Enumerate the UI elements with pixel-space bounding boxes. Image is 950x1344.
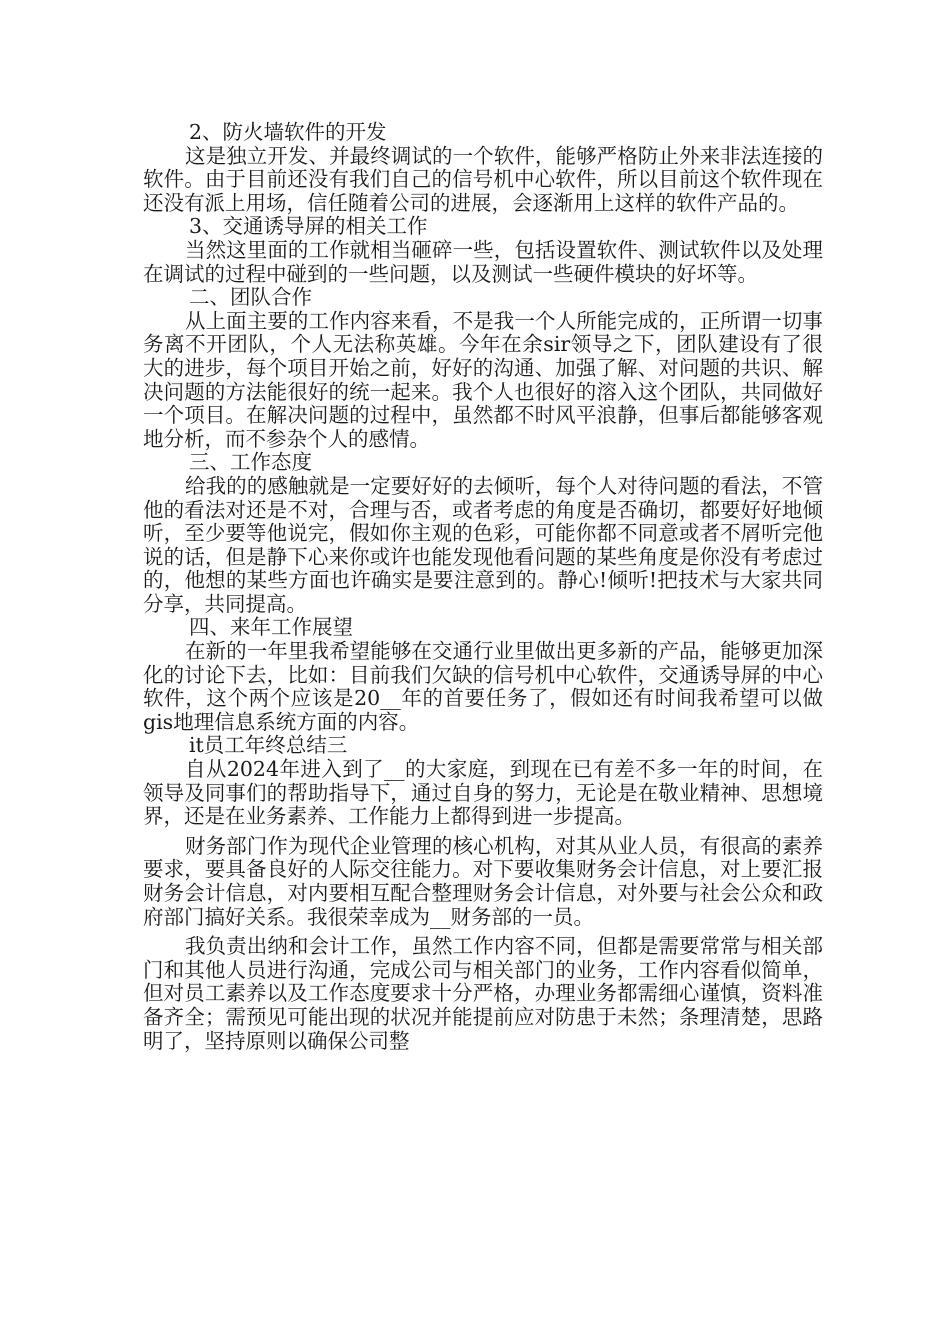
paragraph-attitude: 给我的的感触就是一定要好好的去倾听，每个人对待问题的看法，不管他的看法对还是不对，合理与否，或者考虑的角度是否确切，都要好好地倾听，至少要等他说完，假如你主观的色彩，可能你都不同意或者不屑听完他说的话，但是静下心来你或许也能发现他看问题的某些角度是你没有考虑过的，他想的某些方面也许确实是要注意到的。静心!倾听!把技术与大家共同分享，共同提高。 bbox=[143, 473, 823, 616]
paragraph-guidance-screen: 当然这里面的工作就相当砸碎一些，包括设置软件、测试软件以及处理在调试的过程中碰到的一些问题，以及测试一些硬件模块的好坏等。 bbox=[143, 237, 823, 286]
paragraph-finance-dept: 财务部门作为现代企业管理的核心机构，对其从业人员，有很高的素养要求，要具备良好的人际交往能力。对下要收集财务会计信息，对上要汇报财务会计信息，对内要相互配合整理财务会计信息，对外要与社会公众和政府部门搞好关系。我很荣幸成为__财务部的一员。 bbox=[143, 833, 823, 929]
paragraph-teamwork: 从上面主要的工作内容来看，不是我一个人所能完成的，正所谓一切事务离不开团队，个人无法称英雄。今年在余sir领导之下，团队建设有了很大的进步，每个项目开始之前，好好的沟通、加强了解、对问题的共识、解决问题的方法能很好的统一起来。我个人也很好的溶入这个团队，共同做好一个项目。在解决问题的过程中，虽然都不时风平浪静，但事后都能够客观地分析，而不参杂个人的感情。 bbox=[143, 308, 823, 451]
section-heading-outlook: 四、来年工作展望 bbox=[189, 615, 353, 640]
paragraph-outlook: 在新的一年里我希望能够在交通行业里做出更多新的产品，能够更加深化的讨论下去，比如：目前我们欠缺的信号机中心软件，交通诱导屏的中心软件，这个两个应该是20__年的首要任务了，假如还有时间我希望可以做gis地理信息系统方面的内容。 bbox=[143, 639, 823, 734]
paragraph-summary-intro: 自从2024年进入到了__的大家庭，到现在已有差不多一年的时间，在领导及同事们的帮助指导下，通过自身的努力，无论是在敬业精神、思想境界，还是在业务素养、工作能力上都得到进一步提高。 bbox=[143, 757, 823, 829]
section-heading-firewall: 2、防火墙软件的开发 bbox=[189, 120, 387, 144]
paragraph-cashier-work: 我负责出纳和会计工作，虽然工作内容不同，但都是需要常常与相关部门和其他人员进行沟通，完成公司与相关部门的业务，工作内容看似简单，但对员工素养以及工作态度要求十分严格，办理业务都需细心谨慎，资料准备齐全；需预见可能出现的状况并能提前应对防患于未然；条理清楚，思路明了，坚持原则以确保公司整 bbox=[143, 934, 823, 1053]
section-heading-attitude: 三、工作态度 bbox=[189, 450, 312, 475]
section-heading-teamwork: 二、团队合作 bbox=[189, 285, 312, 310]
document-body bbox=[143, 121, 823, 1053]
section-heading-guidance-screen: 3、交通诱导屏的相关工作 bbox=[189, 214, 428, 239]
paragraph-firewall: 这是独立开发、并最终调试的一个软件，能够严格防止外来非法连接的软件。由于目前还没有我们自己的信号机中心软件，所以目前这个软件现在还没有派上用场，信任随着公司的进展，会逐渐用上这样的软件产品的。 bbox=[143, 143, 823, 215]
section-heading-summary-three: it员工年终总结三 bbox=[189, 733, 348, 758]
